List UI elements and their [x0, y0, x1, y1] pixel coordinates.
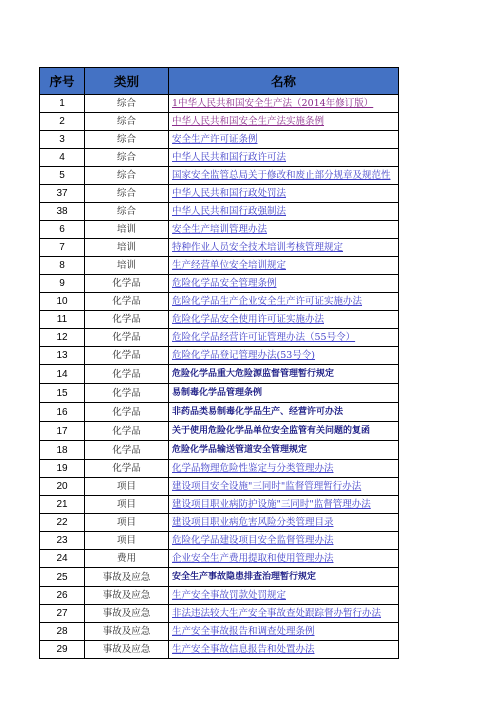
- regulation-link[interactable]: 危险化学品重大危险源监督管理暂行规定: [172, 369, 335, 379]
- name-cell[interactable]: [169, 422, 399, 441]
- name-cell[interactable]: [169, 203, 399, 221]
- category-cell[interactable]: 综合: [85, 203, 169, 221]
- name-cell[interactable]: [169, 167, 399, 185]
- regulations-table: [39, 67, 399, 659]
- name-cell[interactable]: [169, 221, 399, 239]
- table-row: [40, 403, 399, 422]
- regulation-link[interactable]: 生产安全事故报告和调查处理条例: [172, 626, 315, 637]
- regulation-link[interactable]: 生产安全事故信息报告和处置办法: [172, 644, 315, 655]
- seq-cell[interactable]: 8: [40, 257, 85, 275]
- table-body: [40, 95, 399, 659]
- name-cell[interactable]: [169, 623, 399, 641]
- table-row: [40, 460, 399, 478]
- regulation-link[interactable]: 易制毒化学品管理条例: [172, 388, 263, 398]
- regulation-link[interactable]: 生产经营单位安全培训规定: [172, 260, 287, 271]
- regulation-link[interactable]: 建设项目职业病防护设施"三同时"监督管理办法: [172, 499, 371, 510]
- table-row: [40, 568, 399, 587]
- seq-cell[interactable]: 6: [40, 221, 85, 239]
- table-row: [40, 496, 399, 514]
- category-cell[interactable]: 项目: [85, 478, 169, 496]
- regulation-link[interactable]: 企业安全生产费用提取和使用管理办法: [172, 553, 334, 564]
- category-cell[interactable]: 事故及应急: [85, 605, 169, 623]
- category-cell[interactable]: 化学品: [85, 293, 169, 311]
- header-category[interactable]: 类别: [85, 68, 169, 95]
- name-cell[interactable]: [169, 131, 399, 149]
- name-cell[interactable]: [169, 185, 399, 203]
- regulation-link[interactable]: 中华人民共和国行政处罚法: [172, 188, 287, 199]
- table-row: [40, 131, 399, 149]
- category-cell[interactable]: 化学品: [85, 422, 169, 441]
- table-row: [40, 587, 399, 605]
- regulation-link[interactable]: 非法违法较大生产安全事故查处跟踪督办暂行办法: [172, 608, 382, 619]
- category-cell[interactable]: 化学品: [85, 365, 169, 384]
- table-row: [40, 365, 399, 384]
- regulation-link[interactable]: 特种作业人员安全技术培训考核管理规定: [172, 242, 344, 253]
- seq-cell[interactable]: 10: [40, 293, 85, 311]
- regulation-link[interactable]: 建设项目职业病危害风险分类管理目录: [172, 517, 334, 528]
- name-cell[interactable]: [169, 605, 399, 623]
- name-cell[interactable]: [169, 496, 399, 514]
- table-row: [40, 441, 399, 460]
- table-row: [40, 149, 399, 167]
- category-cell[interactable]: 项目: [85, 514, 169, 532]
- regulation-link[interactable]: 危险化学品安全使用许可证实施办法: [172, 314, 325, 325]
- table-row: [40, 257, 399, 275]
- table-row: [40, 203, 399, 221]
- seq-cell[interactable]: 12: [40, 329, 85, 347]
- category-cell[interactable]: 化学品: [85, 460, 169, 478]
- seq-cell[interactable]: 21: [40, 496, 85, 514]
- category-cell[interactable]: 综合: [85, 113, 169, 131]
- name-cell[interactable]: [169, 478, 399, 496]
- name-cell[interactable]: [169, 293, 399, 311]
- seq-cell[interactable]: 24: [40, 550, 85, 568]
- name-cell[interactable]: [169, 365, 399, 384]
- regulation-link[interactable]: 危险化学品输送管道安全管理规定: [172, 445, 308, 455]
- regulation-link[interactable]: 安全生产事故隐患排查治理暂行规定: [172, 572, 317, 582]
- table-row: [40, 623, 399, 641]
- name-cell[interactable]: [169, 460, 399, 478]
- table-row: [40, 185, 399, 203]
- table-row: [40, 113, 399, 131]
- category-cell[interactable]: 培训: [85, 239, 169, 257]
- category-cell[interactable]: 培训: [85, 257, 169, 275]
- table-row: [40, 550, 399, 568]
- header-row: [40, 68, 399, 95]
- category-cell[interactable]: 项目: [85, 532, 169, 550]
- header-seq[interactable]: 序号: [40, 68, 85, 95]
- category-cell[interactable]: 费用: [85, 550, 169, 568]
- regulation-link[interactable]: 安全生产许可证条例: [172, 134, 258, 145]
- seq-cell[interactable]: 20: [40, 478, 85, 496]
- table-row: [40, 478, 399, 496]
- table-row: [40, 422, 399, 441]
- category-cell[interactable]: 化学品: [85, 441, 169, 460]
- seq-cell[interactable]: 25: [40, 568, 85, 587]
- regulation-link[interactable]: 化学品物理危险性鉴定与分类管理办法: [172, 463, 334, 474]
- table-row: [40, 293, 399, 311]
- table-row: [40, 275, 399, 293]
- regulation-link[interactable]: 1中华人民共和国安全生产法（2014年修订版）: [172, 98, 374, 109]
- regulation-link[interactable]: 危险化学品建设项目安全监督管理办法: [172, 535, 334, 546]
- name-cell[interactable]: [169, 257, 399, 275]
- seq-cell[interactable]: 15: [40, 384, 85, 403]
- category-cell[interactable]: 化学品: [85, 311, 169, 329]
- name-cell[interactable]: [169, 384, 399, 403]
- seq-cell[interactable]: 7: [40, 239, 85, 257]
- seq-cell[interactable]: 19: [40, 460, 85, 478]
- table-row: [40, 641, 399, 659]
- seq-cell[interactable]: 29: [40, 641, 85, 659]
- seq-cell[interactable]: 16: [40, 403, 85, 422]
- seq-cell[interactable]: 5: [40, 167, 85, 185]
- category-cell[interactable]: 综合: [85, 131, 169, 149]
- regulation-link[interactable]: 危险化学品生产企业安全生产许可证实施办法: [172, 296, 363, 307]
- table-row: [40, 605, 399, 623]
- regulation-link[interactable]: 危险化学品安全管理条例: [172, 278, 277, 289]
- seq-cell[interactable]: 13: [40, 347, 85, 365]
- seq-cell[interactable]: 26: [40, 587, 85, 605]
- seq-cell[interactable]: 2: [40, 113, 85, 131]
- seq-cell[interactable]: 23: [40, 532, 85, 550]
- regulation-link[interactable]: 中华人民共和国行政许可法: [172, 152, 287, 163]
- category-cell[interactable]: 综合: [85, 95, 169, 113]
- regulation-link[interactable]: 安全生产培训管理办法: [172, 224, 268, 235]
- name-cell[interactable]: [169, 149, 399, 167]
- category-cell[interactable]: 事故及应急: [85, 641, 169, 659]
- category-cell[interactable]: 事故及应急: [85, 587, 169, 605]
- table-row: [40, 239, 399, 257]
- table-row: [40, 384, 399, 403]
- category-cell[interactable]: 事故及应急: [85, 623, 169, 641]
- name-cell[interactable]: [169, 441, 399, 460]
- category-cell[interactable]: 化学品: [85, 275, 169, 293]
- category-cell[interactable]: 培训: [85, 221, 169, 239]
- name-cell[interactable]: [169, 113, 399, 131]
- name-cell[interactable]: [169, 275, 399, 293]
- category-cell[interactable]: 化学品: [85, 329, 169, 347]
- seq-cell[interactable]: 18: [40, 441, 85, 460]
- regulation-link[interactable]: 中华人民共和国安全生产法实施条例: [172, 116, 325, 127]
- regulation-link[interactable]: 危险化学品经营许可证管理办法（55号令）: [172, 332, 356, 343]
- name-cell[interactable]: [169, 532, 399, 550]
- table-row: [40, 347, 399, 365]
- seq-cell[interactable]: 11: [40, 311, 85, 329]
- category-cell[interactable]: 综合: [85, 185, 169, 203]
- category-cell[interactable]: 化学品: [85, 384, 169, 403]
- name-cell[interactable]: [169, 95, 399, 113]
- regulation-link[interactable]: 建设项目安全设施"三同时"监督管理暂行办法: [172, 481, 362, 492]
- seq-cell[interactable]: 9: [40, 275, 85, 293]
- name-cell[interactable]: [169, 514, 399, 532]
- category-cell[interactable]: 化学品: [85, 347, 169, 365]
- table-row: [40, 311, 399, 329]
- seq-cell[interactable]: 3: [40, 131, 85, 149]
- category-cell[interactable]: 项目: [85, 496, 169, 514]
- seq-cell[interactable]: 38: [40, 203, 85, 221]
- name-cell[interactable]: [169, 403, 399, 422]
- name-cell[interactable]: [169, 239, 399, 257]
- table-row: [40, 329, 399, 347]
- table-row: [40, 221, 399, 239]
- spreadsheet: [39, 67, 399, 659]
- name-cell[interactable]: [169, 329, 399, 347]
- category-cell[interactable]: 综合: [85, 149, 169, 167]
- regulation-link[interactable]: 生产安全事故罚款处罚规定: [172, 590, 287, 601]
- seq-cell[interactable]: 22: [40, 514, 85, 532]
- table-row: [40, 95, 399, 113]
- regulation-link[interactable]: 关于使用危险化学品单位安全监管有关问题的复函: [172, 426, 371, 436]
- seq-cell[interactable]: 1: [40, 95, 85, 113]
- name-cell[interactable]: [169, 641, 399, 659]
- category-cell[interactable]: 事故及应急: [85, 568, 169, 587]
- header-name[interactable]: 名称: [169, 68, 399, 95]
- seq-cell[interactable]: 37: [40, 185, 85, 203]
- regulation-link[interactable]: 中华人民共和国行政强制法: [172, 206, 287, 217]
- seq-cell[interactable]: 4: [40, 149, 85, 167]
- seq-cell[interactable]: 17: [40, 422, 85, 441]
- name-cell[interactable]: [169, 311, 399, 329]
- regulation-link[interactable]: 国家安全监管总局关于修改和废止部分规章及规范性: [172, 170, 391, 181]
- name-cell[interactable]: [169, 347, 399, 365]
- regulation-link[interactable]: 非药品类易制毒化学品生产、经营许可办法: [172, 407, 344, 417]
- name-cell[interactable]: [169, 550, 399, 568]
- category-cell[interactable]: 综合: [85, 167, 169, 185]
- category-cell[interactable]: 化学品: [85, 403, 169, 422]
- table-row: [40, 532, 399, 550]
- name-cell[interactable]: [169, 587, 399, 605]
- table-row: [40, 167, 399, 185]
- regulation-link[interactable]: 危险化学品登记管理办法(53号令): [172, 350, 316, 361]
- name-cell[interactable]: [169, 568, 399, 587]
- seq-cell[interactable]: 14: [40, 365, 85, 384]
- seq-cell[interactable]: 28: [40, 623, 85, 641]
- seq-cell[interactable]: 27: [40, 605, 85, 623]
- table-row: [40, 514, 399, 532]
